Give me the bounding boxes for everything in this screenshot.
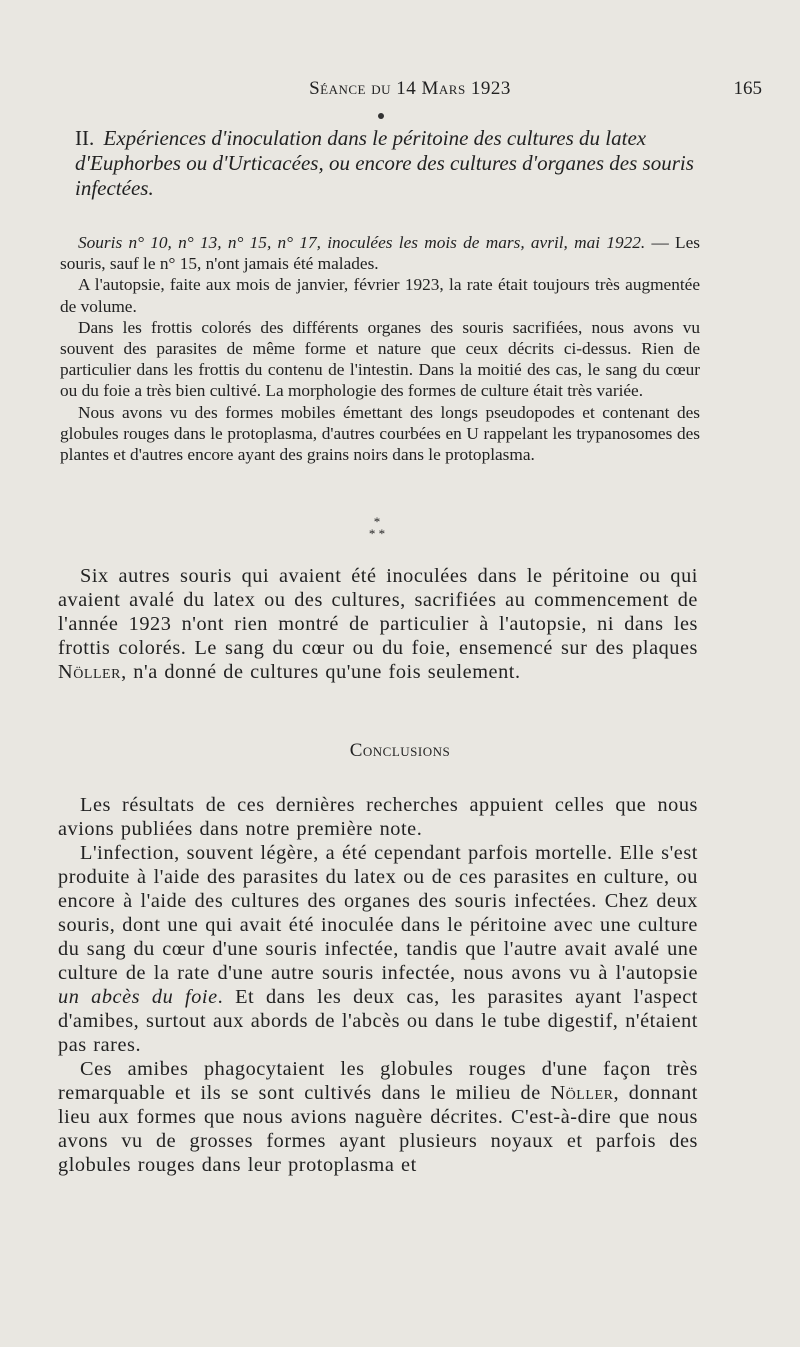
paragraph: Les résultats de ces dernières recherches appuient celles que nous avions publiées dans notre première note. [58,794,698,840]
section-number: II. [75,126,95,150]
italic-term: un abcès du foie [58,986,218,1008]
author-name: Nöller [550,1082,614,1104]
page-header [60,78,760,104]
section-2-title [75,126,707,201]
asterism-top: * [373,514,381,529]
text-run: , n'a donné de cultures qu'une fois seulement. [121,661,521,683]
specimen-list: Souris n° 10, n° 13, n° 15, n° 17, inoculées les mois de mars, avril, mai 1922. [78,233,646,252]
text-run: Ces amibes phagocytaient les globules rouges d'une façon très remarquable et ils se sont cultivés dans le milieu de [58,1058,698,1104]
ink-dot-mark [378,113,384,119]
page-number: 165 [733,78,762,99]
text-run: . Et dans les deux cas, les parasites ayant l'aspect d'amibes, surtout aux abords de l'abcès ou dans le tube digestif, n'étaient pas rares. [58,986,698,1056]
paragraph [60,232,700,274]
paragraph [58,1057,698,1177]
asterism-separator [362,516,392,540]
asterism-bottom: * * [368,526,386,541]
paragraph: Dans les frottis colorés des différents organes des souris sacrifiées, nous avons vu souvent des parasites de même forme et nature que ceux décrits ci-dessus. Rien de particulier dans les frottis du contenu de l'intestin. Dans la moitié des cas, le sang du cœur ou du foie a très bien cultivé. La morphologie des formes de culture était très variée. [60,317,700,401]
author-name: Nöller [58,661,122,683]
paragraph [58,564,698,684]
paragraph: A l'autopsie, faite aux mois de janvier, février 1923, la rate était toujours très augmentée de volume. [60,275,700,316]
section-2-body [60,232,700,465]
conclusions-heading: Conclusions [349,740,451,761]
running-title: Séance du 14 Mars 1923 [309,78,511,99]
text-run: L'infection, souvent légère, a été cependant parfois mortelle. Elle s'est produite à l'aide des parasites du latex ou de ces parasites en culture, ou encore à l'aide des cultures des organes des souris infectées. Chez deux souris, dont une qui avait été inoculée dans le péritoine avec une culture du sang du cœur d'une souris infectée, tandis que l'autre avait avalé une culture de la rate d'une autre souris infectée, nous avons vu à l'autopsie [58,842,698,984]
section-2 [75,126,707,201]
text-run: , donnant lieu aux formes que nous avions naguère décrites. C'est-à-dire que nous avons vu de grosses formes ayant plusieurs noyaux et parfois des globules rouges dans leur protoplasma et [58,1082,698,1176]
conclusions-body [58,793,698,1177]
specimen-note: — Les souris, sauf le n° 15, n'ont jamais été malades. [60,233,700,274]
paragraph [58,841,698,1057]
text-run: Six autres souris qui avaient été inoculées dans le péritoine ou qui avaient avalé du latex ou des cultures, sacrifiées au commencement de l'année 1923 n'ont rien montré de particulier à l'autopsie, ni dans les frottis colorés. Le sang du cœur ou du foie, ensemencé sur des plaques [58,565,698,659]
paragraph-six-mice [58,564,698,684]
section-title-text: Expériences d'inoculation dans le péritoine des cultures du latex d'Euphorbes ou d'Urticacées, ou encore des cultures d'organes des souris infectées. [75,126,694,200]
paragraph: Nous avons vu des formes mobiles émettant des longs pseudopodes et contenant des globules rouges dans le protoplasma, d'autres courbées en U rappelant les trypanosomes des plantes et d'autres encore ayant des grains noirs dans le protoplasma. [60,402,700,465]
